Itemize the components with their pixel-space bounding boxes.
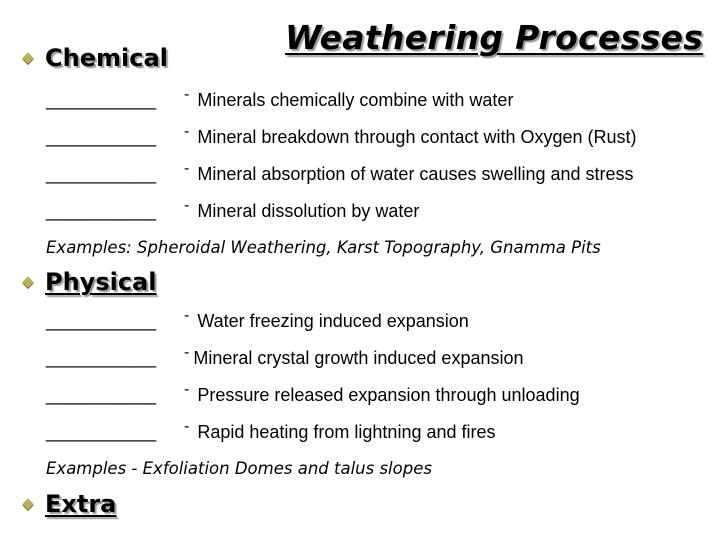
chemical-item-2 (46, 123, 637, 148)
answer-blank: ___________ (46, 90, 157, 110)
physical-item-2 (46, 344, 524, 369)
heading-physical-label: Physical (45, 268, 157, 296)
physical-item-text: Pressure released expansion through unloading (197, 385, 580, 405)
heading-chemical (24, 44, 168, 72)
physical-item-text: Mineral crystal growth induced expansion (193, 348, 524, 368)
answer-blank: ___________ (46, 422, 157, 442)
dash: - (184, 307, 190, 324)
physical-item-4 (46, 418, 496, 443)
dash: - (184, 160, 190, 177)
dash: - (184, 86, 190, 103)
chemical-item-4 (46, 197, 420, 222)
heading-chemical-label: Chemical (45, 44, 168, 72)
dash: - (184, 418, 190, 435)
heading-extra-label: Extra (45, 490, 117, 518)
diamond-bullet-icon (22, 498, 33, 509)
dash: - (184, 123, 190, 140)
slide-title: Weathering Processes (285, 18, 704, 57)
physical-examples: Examples - Exfoliation Domes and talus slopes (46, 459, 432, 478)
heading-physical (24, 268, 156, 296)
answer-blank: ___________ (46, 348, 157, 368)
heading-extra (24, 490, 116, 518)
dash: - (184, 381, 190, 398)
chemical-item-1 (46, 86, 514, 111)
chemical-examples: Examples: Spheroidal Weathering, Karst Topography, Gnamma Pits (46, 238, 601, 257)
chemical-item-text: Minerals chemically combine with water (197, 90, 514, 110)
physical-item-3 (46, 381, 580, 406)
physical-item-text: Water freezing induced expansion (197, 311, 469, 331)
chemical-item-text: Mineral breakdown through contact with Oxygen (Rust) (197, 127, 637, 147)
dash: - (184, 344, 190, 361)
physical-item-1 (46, 307, 469, 332)
answer-blank: ___________ (46, 311, 157, 331)
chemical-item-text: Mineral dissolution by water (197, 201, 420, 221)
answer-blank: ___________ (46, 201, 157, 221)
dash: - (184, 197, 190, 214)
answer-blank: ___________ (46, 385, 157, 405)
answer-blank: ___________ (46, 127, 157, 147)
chemical-item-text: Mineral absorption of water causes swelling and stress (197, 164, 634, 184)
diamond-bullet-icon (22, 276, 33, 287)
answer-blank: ___________ (46, 164, 157, 184)
chemical-item-3 (46, 160, 634, 185)
diamond-bullet-icon (22, 52, 33, 63)
physical-item-text: Rapid heating from lightning and fires (197, 422, 496, 442)
